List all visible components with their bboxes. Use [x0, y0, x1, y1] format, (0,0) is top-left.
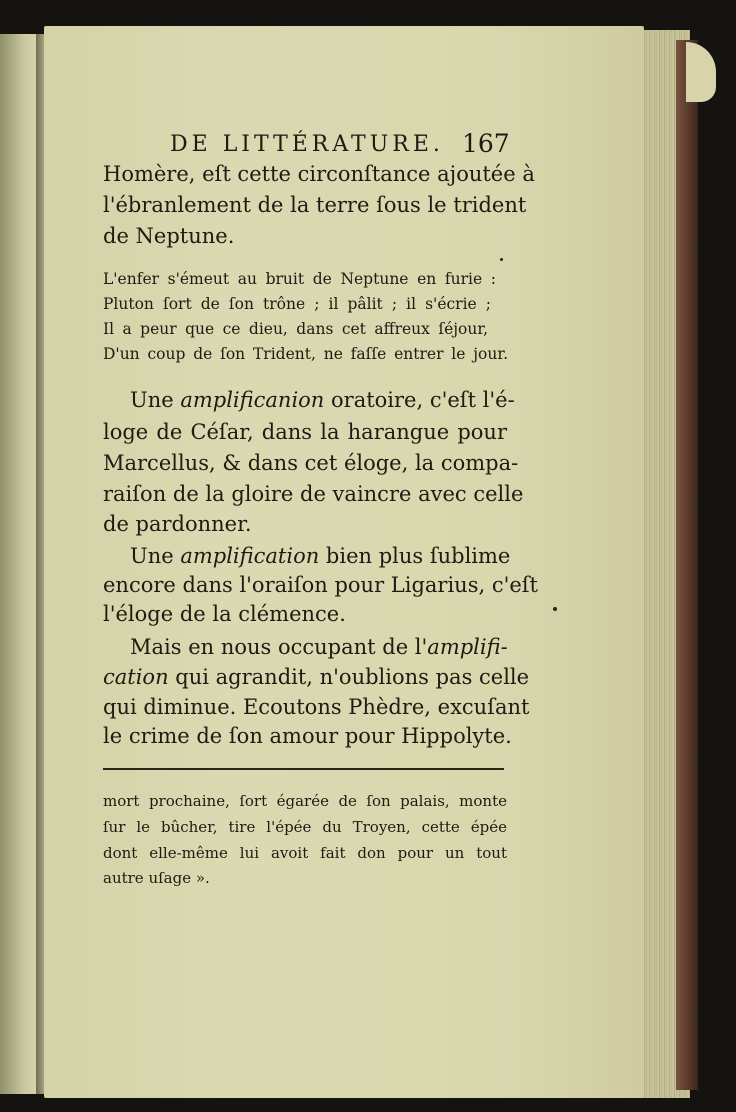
text-line: loge de Céſar, dans la harangue pour	[103, 420, 507, 444]
footnote-line: ſur le bûcher, tire l'épée du Troyen, cette épée	[103, 818, 507, 836]
text-run: qui agrandit, n'oublions pas celle	[168, 665, 530, 689]
verse-line: Pluton ſort de ſon trône ; il pâlit ; il s'écrie ;	[103, 295, 491, 313]
text-run: Une	[130, 388, 181, 412]
text-line: raiſon de la gloire de vaincre avec celle	[103, 482, 524, 506]
text-line: de Neptune.	[103, 224, 235, 248]
footnote-line: mort prochaine, ſort égarée de ſon palais, monte	[103, 792, 507, 810]
text-line: l'ébranlement de la terre ſous le trident	[103, 193, 527, 217]
text-line: le crime de ſon amour pour Hippolyte.	[103, 724, 512, 748]
page-number: 167	[462, 129, 510, 158]
italic-term: amplificanion	[180, 388, 325, 412]
book-cover-edge	[676, 40, 698, 1090]
ink-speck	[553, 607, 557, 611]
text-run: Une	[130, 544, 181, 568]
italic-term: cation	[103, 665, 169, 689]
text-line: Marcellus, & dans cet éloge, la compa-	[103, 451, 519, 475]
verse-line: Il a peur que ce dieu, dans cet affreux ſéjour,	[103, 320, 488, 338]
text-line	[130, 544, 511, 568]
text-line: l'éloge de la clémence.	[103, 602, 346, 626]
footnote-line: autre uſage ».	[103, 869, 210, 887]
footnote-line: dont elle-même lui avoit fait don pour un tout	[103, 844, 507, 862]
text-line	[130, 635, 507, 659]
text-line: de pardonner.	[103, 512, 252, 536]
italic-term: amplification	[180, 544, 320, 568]
text-line: qui diminue. Ecoutons Phèdre, excuſant	[103, 695, 530, 719]
verse-line: D'un coup de ſon Trident, ne faſſe entrer le jour.	[103, 345, 508, 363]
text-run: Mais en nous occupant de l'	[130, 635, 428, 659]
verse-line: L'enfer s'émeut au bruit de Neptune en furie :	[103, 270, 496, 288]
text-line: encore dans l'oraiſon pour Ligarius, c'eſt	[103, 573, 538, 597]
text-run: oratoire, c'eſt l'é-	[324, 388, 515, 412]
text-line: Homère, eſt cette circonſtance ajoutée à	[103, 162, 535, 186]
text-line	[103, 665, 530, 689]
ink-speck	[500, 258, 503, 261]
footnote-rule	[103, 768, 504, 770]
running-header	[170, 129, 510, 158]
text-line	[130, 388, 515, 412]
italic-term: amplifi-	[427, 635, 508, 659]
running-title: DE LITTÉRATURE.	[170, 132, 444, 157]
text-run: bien plus ſublime	[319, 544, 511, 568]
